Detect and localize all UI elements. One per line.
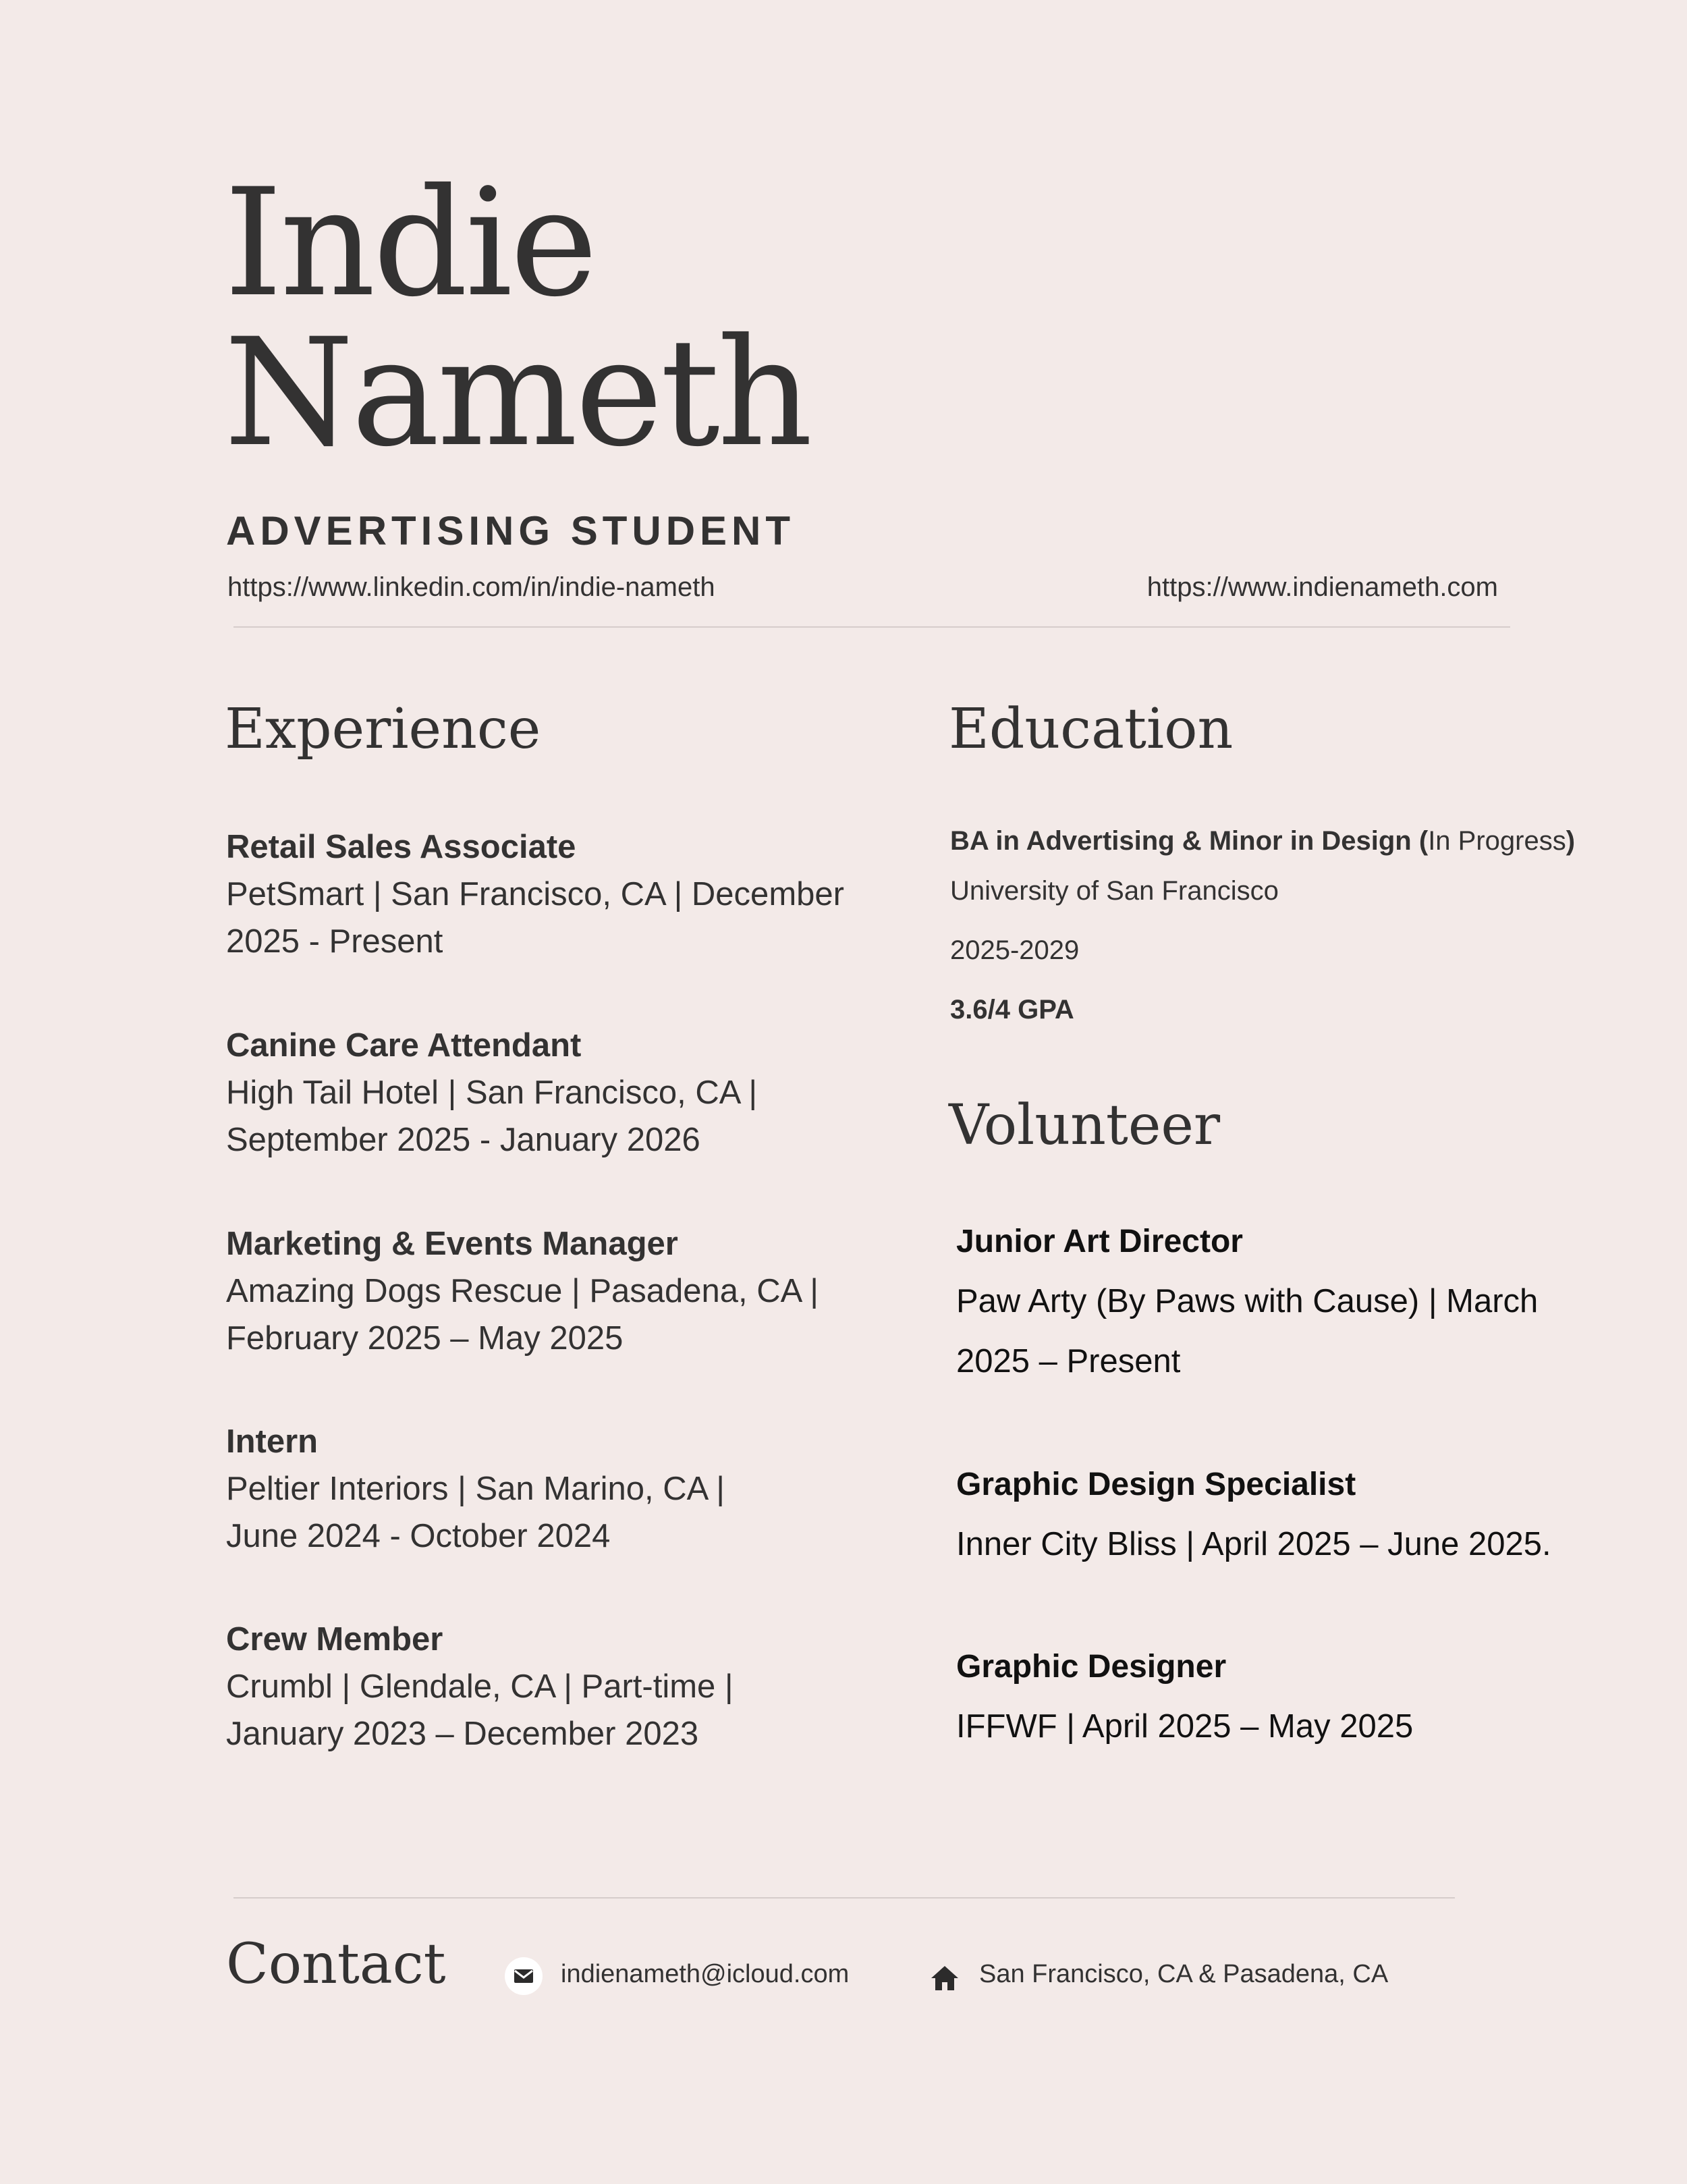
volunteer-detail: Inner City Bliss | April 2025 – June 2025. — [956, 1526, 1551, 1562]
envelope-icon — [505, 1957, 543, 1995]
contact-heading: Contact — [226, 1932, 446, 1996]
experience-detail: Peltier Interiors | San Marino, CA | — [226, 1471, 725, 1507]
contact-location: San Francisco, CA & Pasadena, CA — [979, 1960, 1389, 1988]
degree-paren-close: ) — [1566, 826, 1576, 856]
experience-title: Crew Member — [226, 1621, 443, 1658]
home-icon — [926, 1959, 964, 1997]
volunteer-title: Graphic Designer — [956, 1649, 1227, 1685]
experience-item — [226, 1418, 887, 1560]
experience-detail: Crumbl | Glendale, CA | Part-time | — [226, 1668, 734, 1705]
education-heading: Education — [949, 697, 1234, 761]
website-link[interactable]: https://www.indienameth.com — [1146, 572, 1498, 602]
experience-detail: PetSmart | San Francisco, CA | December — [226, 876, 844, 912]
job-title: ADVERTISING STUDENT — [226, 508, 796, 553]
experience-title: Intern — [226, 1423, 319, 1460]
experience-detail: February 2025 – May 2025 — [226, 1320, 624, 1357]
experience-detail: Amazing Dogs Rescue | Pasadena, CA | — [226, 1273, 819, 1309]
volunteer-heading: Volunteer — [949, 1093, 1221, 1157]
experience-item — [226, 1616, 887, 1757]
education-degree — [950, 826, 1575, 856]
experience-detail: January 2023 – December 2023 — [226, 1716, 699, 1752]
name-first: Indie — [224, 157, 595, 329]
experience-detail: June 2024 - October 2024 — [226, 1518, 611, 1554]
experience-item — [226, 1220, 887, 1362]
linkedin-link[interactable]: https://www.linkedin.com/in/indie-nameth — [227, 572, 715, 602]
volunteer-item — [956, 1211, 1631, 1392]
degree-status: In Progress — [1428, 826, 1566, 856]
experience-title: Canine Care Attendant — [226, 1027, 582, 1064]
experience-item — [226, 823, 887, 965]
experience-item — [226, 1022, 887, 1164]
volunteer-title: Graphic Design Specialist — [956, 1467, 1356, 1502]
volunteer-detail: IFFWF | April 2025 – May 2025 — [956, 1708, 1414, 1745]
experience-title: Marketing & Events Manager — [226, 1226, 678, 1262]
experience-title: Retail Sales Associate — [226, 829, 576, 865]
volunteer-detail: 2025 – Present — [956, 1343, 1181, 1380]
experience-detail: September 2025 - January 2026 — [226, 1122, 700, 1158]
experience-detail: 2025 - Present — [226, 923, 443, 960]
experience-detail: High Tail Hotel | San Francisco, CA | — [226, 1074, 758, 1111]
education-gpa: 3.6/4 GPA — [950, 995, 1074, 1025]
contact-email[interactable]: indienameth@icloud.com — [561, 1960, 850, 1988]
education-years: 2025-2029 — [950, 935, 1080, 965]
education-school: University of San Francisco — [950, 876, 1279, 906]
volunteer-title: Junior Art Director — [956, 1224, 1243, 1259]
degree-paren-open: ( — [1418, 826, 1429, 856]
experience-heading: Experience — [225, 697, 541, 761]
volunteer-detail: Paw Arty (By Paws with Cause) | March — [956, 1283, 1539, 1319]
volunteer-item — [956, 1454, 1631, 1575]
name-last: Nameth — [224, 306, 810, 479]
degree-name: BA in Advertising & Minor in Design — [950, 826, 1412, 856]
header-divider — [233, 626, 1510, 628]
contact-divider — [233, 1897, 1455, 1899]
volunteer-item — [956, 1637, 1631, 1757]
